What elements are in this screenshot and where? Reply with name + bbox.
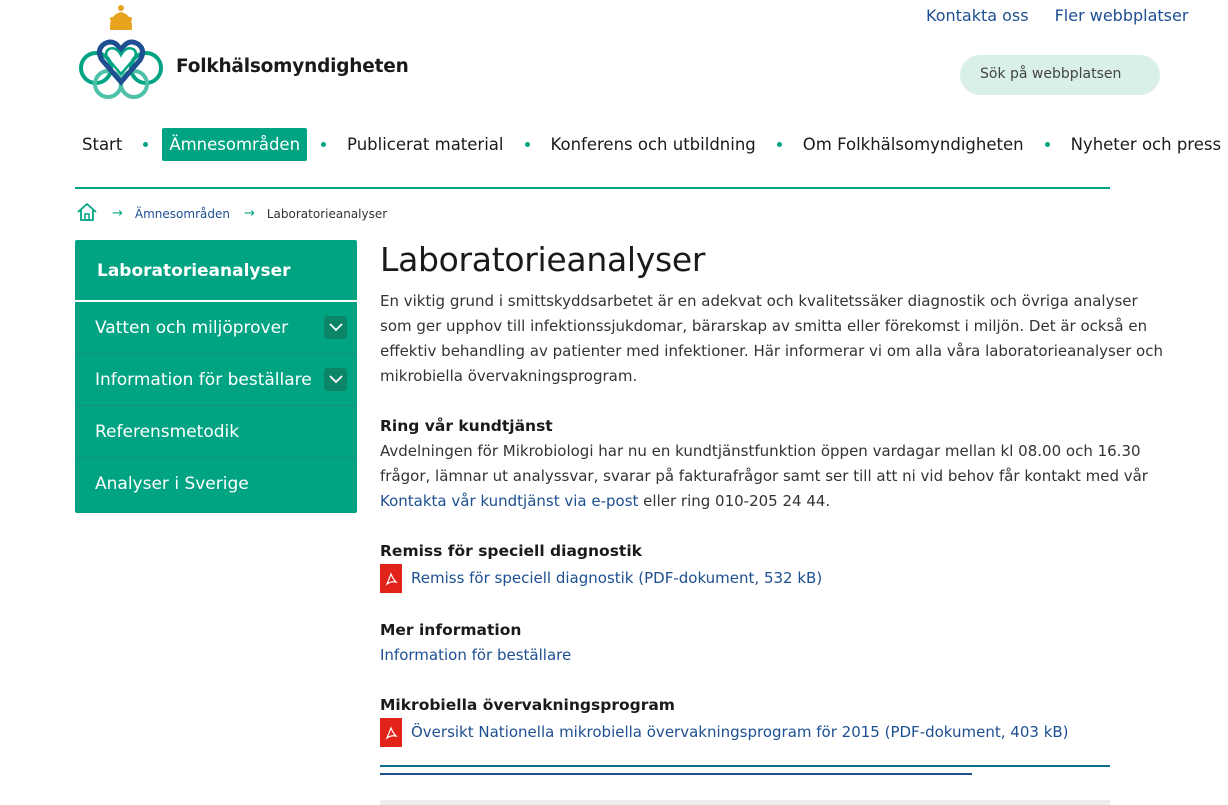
nav-divider [75,187,1110,189]
top-links [926,6,1214,25]
remiss-pdf-label: Remiss för speciell diagnostik (PDF-dokument, 532 kB) [411,569,823,587]
pdf-icon [380,564,402,593]
sidebar-item-label: Vatten och miljöprover [95,317,289,338]
sidebar-title[interactable]: Laboratorieanalyser [75,240,357,302]
sidebar [75,240,357,513]
intro-line: En viktig grund i smittskyddsarbetet är en adekvat och kvalitetssäker diagnostik och övriga analyser [380,292,1138,310]
nav-publicerat-material[interactable]: Publicerat material [347,134,504,154]
sidebar-item-analyser[interactable] [75,458,357,510]
nav-amnesomraden[interactable]: Ämnesområden [162,128,307,161]
breadcrumb-arrow-icon: → [243,206,255,221]
logo-emblem-icon [74,2,164,102]
nav-start[interactable]: Start [82,134,123,154]
nav-separator [777,142,782,147]
main-content [380,240,1163,747]
nav-konferens-utbildning[interactable]: Konferens och utbildning [550,134,756,154]
sidebar-item-vatten[interactable] [75,302,357,354]
sidebar-item-referensmetodik[interactable] [75,406,357,458]
breadcrumb-arrow-icon: → [112,206,123,221]
sidebar-item-information[interactable] [75,354,357,406]
nav-separator [321,142,326,147]
kundtjanst-line: Avdelningen för Mikrobiologi har nu en kundtjänstfunktion öppen vardagar mellan kl 08.00 och 16.30 [380,442,1141,460]
mer-information-heading: Mer information [380,621,522,639]
breadcrumb [76,202,387,225]
kundtjanst-heading: Ring vår kundtjänst [380,417,553,435]
contact-link[interactable]: Kontakta oss [926,6,1029,25]
chevron-down-icon[interactable] [324,368,347,391]
main-navigation [75,126,1228,162]
nav-nyheter-press[interactable]: Nyheter och press [1070,134,1222,154]
remiss-section [380,539,1110,593]
nav-separator [1045,142,1050,147]
chevron-down-icon[interactable] [324,316,347,339]
search-input[interactable]: Sök på webbplatsen [960,55,1160,95]
nav-separator [525,142,530,147]
content-divider [380,773,972,775]
page-title: Laboratorieanalyser [380,240,706,279]
content-divider [380,765,1110,767]
brand-name[interactable]: Folkhälsomyndigheten [176,56,409,77]
intro-line: effektiv behandling av patienter med infektioner. Här informerar vi om alla våra laboratorieanalyser och [380,342,1163,360]
intro-line: som ger upphov till infektionssjukdomar, bärarskap av smitta eller förekomst i miljön. Det är också en [380,317,1148,335]
kundtjanst-line: frågor, lämnar ut analyssvar, svarar på fakturafrågor samt ser till att ni vid behov får kontakt med vår [380,467,1148,485]
remiss-heading: Remiss för speciell diagnostik [380,542,642,560]
more-sites-link[interactable]: Fler webbplatser [1054,6,1189,25]
folkhalsomyndigheten-logo[interactable] [74,2,164,102]
breadcrumb-amnesomraden[interactable]: Ämnesområden [134,206,230,221]
program-pdf-link[interactable] [380,718,1110,747]
nav-separator [143,142,148,147]
program-pdf-label: Översikt Nationella mikrobiella övervakningsprogram för 2015 (PDF-dokument, 403 kB) [411,723,1069,741]
nav-om-folkhalsomyndigheten[interactable]: Om Folkhälsomyndigheten [802,134,1024,154]
program-heading: Mikrobiella övervakningsprogram [380,696,675,714]
mer-information-section [380,618,1110,668]
kundtjanst-section [380,414,1148,514]
kundtjanst-email-link[interactable]: Kontakta vår kundtjänst via e-post [380,492,639,510]
home-icon[interactable] [76,202,98,225]
kundtjanst-phone-text: eller ring 010-205 24 44. [638,492,831,510]
sidebar-item-label: Information för beställare [95,369,312,390]
kundtjanst-contact [380,489,1110,514]
program-section [380,693,1110,747]
sidebar-item-label: Analyser i Sverige [95,474,249,494]
pdf-icon [380,718,402,747]
footer-strip [380,800,1110,805]
intro-line: mikrobiella övervakningsprogram. [380,367,638,385]
breadcrumb-current: Laboratorieanalyser [266,206,388,221]
sidebar-item-label: Referensmetodik [95,421,240,442]
information-bestallare-link[interactable]: Information för beställare [380,646,572,664]
remiss-pdf-link[interactable] [380,564,1110,593]
